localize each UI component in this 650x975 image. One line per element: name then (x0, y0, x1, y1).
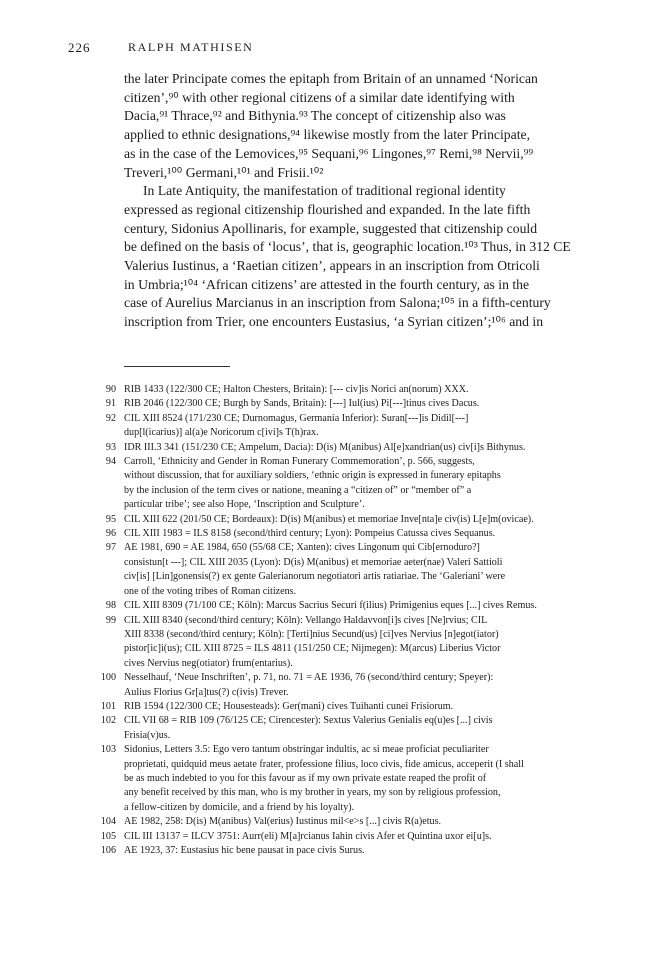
footnote-line: AE 1982, 258: D(is) M(anibus) Val(erius) Iustinus mil<e>s [...] civis R(a)etus. (124, 816, 442, 828)
body-line: in Umbria;¹⁰⁴ ‘African citizens’ are attested in the fourth century, as in the (124, 276, 530, 292)
footnote-number: 91 (105, 398, 116, 410)
footnote (92, 527, 558, 541)
footnote (92, 671, 558, 700)
footnote-line: any benefit received by this man, who is my brother in years, my son by religious profession, (124, 787, 501, 799)
footnote-line: consistun[t ---]; CIL XIII 2035 (Lyon): D(is) M(anibus) et memoriae aeter(nae) Valeri Sattioli (124, 556, 503, 568)
footnote-line: dup[l(icarius)] al(a)e Noricorum c[ivi]s T(h)rax. (124, 427, 319, 439)
footnote (92, 412, 558, 441)
footnote-number: 98 (105, 600, 116, 612)
body-line: Treveri,¹⁰⁰ Germani,¹⁰¹ and Frisii.¹⁰² (124, 164, 324, 180)
footnote (92, 397, 558, 411)
body-line: Dacia,⁹¹ Thrace,⁹² and Bithynia.⁹³ The concept of citizenship also was (124, 108, 506, 124)
footnote (92, 714, 558, 743)
body-line: be defined on the basis of ‘locus’, that is, geographic location.¹⁰³ Thus, in 312 CE (124, 239, 571, 255)
footnote-line: RIB 1594 (122/300 CE; Housesteads): Ger(mani) cives Tuihanti cunei Frisiorum. (124, 700, 454, 712)
footnote-line: AE 1923, 37: Eustasius hic bene pausat in pace civis Surus. (124, 845, 365, 856)
footnote-line: pistor[ic]i(us); CIL XIII 8725 = ILS 4811 (151/250 CE; Nijmegen): M(arcus) Liberius Victor (124, 643, 501, 655)
footnote (92, 830, 558, 844)
running-header (68, 40, 590, 58)
footnote-line: CIL XIII 8524 (171/230 CE; Durnomagus, Germania Inferior): Suran[---]is Didil[---] (124, 412, 469, 424)
footnote-number: 101 (100, 700, 116, 712)
footnote-number: 94 (105, 456, 116, 468)
footnote (92, 383, 558, 397)
footnote-line: civ[is] [Lin]gonensis(?) ex gente Galerianorum negotiatori artis ratiariae. The ‘Galeriani’ were (124, 571, 506, 583)
body-line: inscription from Trier, one encounters Eustasius, ‘a Syrian citizen’;¹⁰⁶ and in (124, 314, 544, 330)
footnote-number: 90 (105, 384, 116, 395)
footnote (92, 541, 558, 599)
running-head-author: RALPH MATHISEN (128, 40, 254, 54)
body-line: century, Sidonius Apollinaris, for example, suggested that citizenship could (124, 220, 538, 236)
footnote-line: IDR III.3 341 (151/230 CE; Ampelum, Dacia): D(is) M(anibus) Al[e]xandrian(us) civ[i]s Bithynus. (124, 441, 526, 453)
footnote (92, 844, 558, 858)
body-line: applied to ethnic designations,⁹⁴ likewise mostly from the later Principate, (124, 127, 531, 143)
body-line: Valerius Iustinus, a ‘Raetian citizen’, appears in an inscription from Otricoli (124, 258, 540, 274)
footnote (92, 441, 558, 455)
footnote-line: cives Nervius neg(otiator) frum(entarius). (124, 657, 293, 669)
footnote-line: be as much indebted to you for this favour as if my own private estate reaped the profit of (124, 772, 487, 784)
footnote-line: CIL XIII 8309 (71/100 CE; Köln): Marcus Sacrius Securi f(ilius) Primigenius eques [...] cives Remus. (124, 600, 537, 612)
footnote-line: by the inclusion of the term cives or natione, meaning a “citizen of” or “member of” a (124, 484, 472, 496)
footnote-line: Sidonius, Letters 3.5: Ego vero tantum obstringar indultis, ac si meae proficiat peculiariter (124, 744, 489, 756)
body-line: In Late Antiquity, the manifestation of traditional regional identity (143, 183, 506, 199)
body-line: the later Principate comes the epitaph from Britain of an unnamed ‘Norican (124, 71, 538, 86)
footnote (92, 599, 558, 613)
footnote-line: a fellow-citizen by domicile, and a friend by his loyalty). (124, 801, 355, 813)
footnote-line: particular tribe’; see also Hope, ‘Inscription and Sculpture’. (124, 499, 365, 511)
footnote-line: AE 1981, 690 = AE 1984, 650 (55/68 CE; Xanten): cives Lingonum qui Cib[ernoduro?] (124, 542, 480, 554)
body-text (124, 70, 571, 332)
footnote-separator (124, 366, 230, 367)
footnote-number: 106 (100, 845, 116, 856)
footnote-line: Nesselhauf, ‘Neue Inschriften’, p. 71, no. 71 = AE 1936, 76 (second/third century; Speyer): (124, 672, 494, 684)
footnote-line: CIL XIII 1983 = ILS 8158 (second/third century; Lyon): Pompeius Catussa cives Sequanus. (124, 528, 496, 540)
footnote-number: 92 (105, 412, 116, 424)
footnote (92, 743, 558, 815)
footnote-line: CIL III 13137 = ILCV 3751: Aurr(eli) M[a]rcianus Iahin civis Afer et Quintina uxor ei[u]s. (124, 830, 492, 842)
page-number: 226 (68, 40, 91, 55)
footnote (92, 614, 558, 672)
footnote-number: 97 (105, 542, 116, 554)
footnote (92, 815, 558, 829)
footnote-line: proprietati, quidquid meus aetate frater, professione filius, loco civis, fide amicus, acceperit (I shall (124, 758, 524, 770)
footnote-number: 93 (105, 441, 116, 453)
footnote (92, 513, 558, 527)
footnotes (92, 383, 558, 858)
footnote-line: RIB 2046 (122/300 CE; Burgh by Sands, Britain): [---] Iul(ius) Pi[---]tinus cives Dacus. (124, 398, 480, 410)
footnote-line: RIB 1433 (122/300 CE; Halton Chesters, Britain): [--- civ]is Norici an(norum) XXX. (124, 384, 469, 395)
footnote-number: 95 (105, 513, 116, 525)
footnote-number: 103 (100, 744, 116, 756)
footnote-line: CIL XIII 622 (201/50 CE; Bordeaux): D(is) M(anibus) et memoriae Inve[nta]e civ(is) L[e]m(ovicae). (124, 513, 534, 525)
footnote-line: XIII 8338 (second/third century; Köln): [Terti]nius Secund(us) [ci]ves Nervius [n]egot(iator) (124, 628, 499, 640)
footnote-number: 104 (100, 816, 116, 828)
footnote (92, 700, 558, 714)
footnote-number: 100 (100, 672, 116, 684)
footnote-line: one of the voting tribes of Roman citizens. (124, 585, 297, 597)
body-line: as in the case of the Lemovices,⁹⁵ Sequani,⁹⁶ Lingones,⁹⁷ Remi,⁹⁸ Nervii,⁹⁹ (124, 145, 534, 161)
footnote-number: 102 (100, 715, 116, 727)
footnote-line: CIL VII 68 = RIB 109 (76/125 CE; Cirencester): Sextus Valerius Genialis eq(u)es [...] civis (124, 715, 493, 727)
footnote-number: 96 (105, 528, 116, 540)
footnote-line: Carroll, ‘Ethnicity and Gender in Roman Funerary Commemoration’, p. 566, suggests, (124, 456, 475, 468)
footnote-line: CIL XIII 8340 (second/third century; Köln): Vellango Haldavvon[i]s cives [Ne]rvius; CIL (124, 614, 488, 626)
footnote-line: without discussion, that for auxiliary soldiers, ‘ethnic origin is expressed in funerary epitaphs (124, 470, 501, 482)
body-line: citizen’,⁹⁰ with other regional citizens of a similar date identifying with (124, 89, 515, 105)
footnote-line: Aulius Florius Gr[a]tus(?) c(ivis) Trever. (124, 686, 289, 698)
footnote-number: 105 (100, 830, 116, 842)
body-line: expressed as regional citizenship flourished and expanded. In the late fifth (124, 201, 531, 217)
footnote-number: 99 (105, 614, 116, 626)
footnote (92, 455, 558, 513)
footnote-line: Frisia(v)us. (124, 729, 171, 741)
body-line: case of Aurelius Marcianus in an inscription from Salona;¹⁰⁵ in a fifth-century (124, 295, 551, 311)
